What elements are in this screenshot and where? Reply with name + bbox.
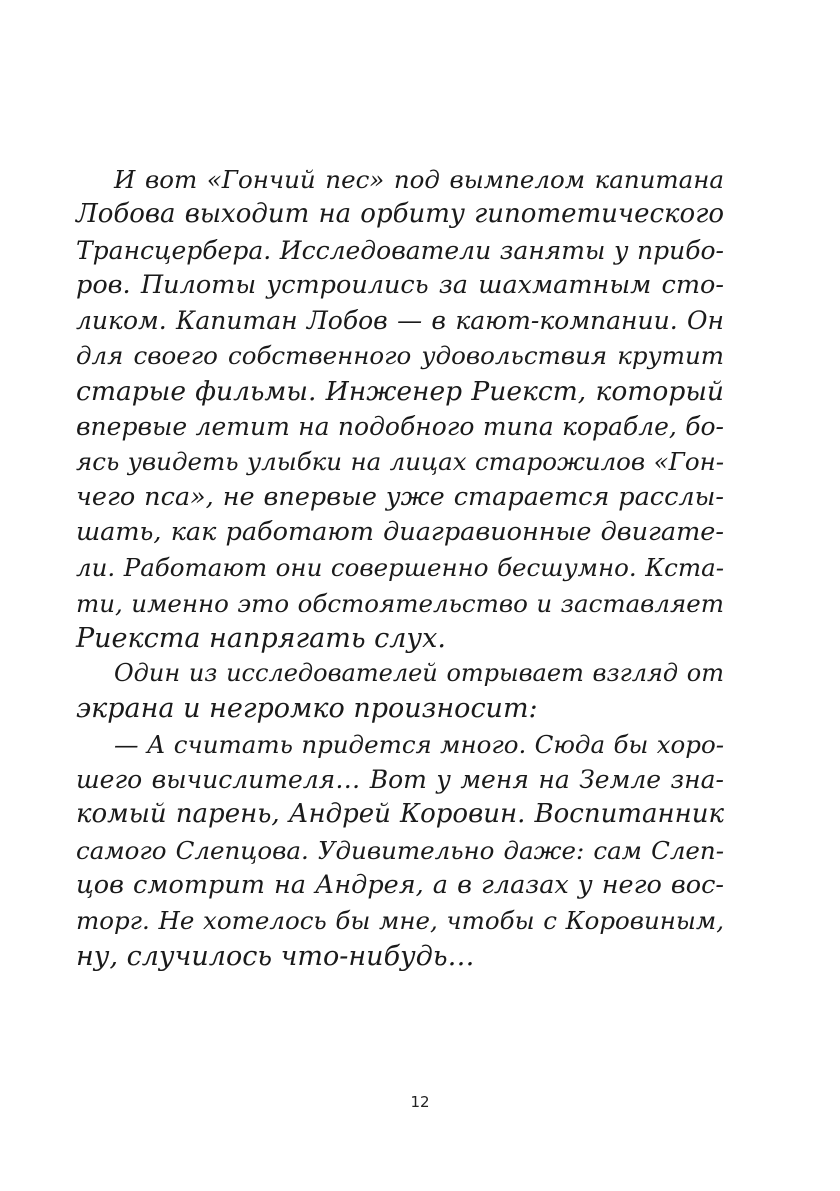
text-line: Один из исследователей отрывает взгляд от bbox=[114, 659, 724, 688]
text-line: старые фильмы. Инженер Риекст, который bbox=[76, 375, 724, 407]
text-line: И вот «Гончий пес» под вымпелом капитана bbox=[114, 165, 724, 194]
text-line: чего пса», не впервые уже старается расслы- bbox=[76, 481, 724, 512]
text-line: ли. Работают они совершенно бесшумно. Кста- bbox=[76, 553, 724, 583]
text-line: цов смотрит на Андрея, а в глазах у него вос- bbox=[76, 869, 724, 900]
text-line: торг. Не хотелось бы мне, чтобы с Коровиным, bbox=[76, 906, 724, 936]
text-line: Трансцербера. Исследователи заняты у прибо- bbox=[76, 235, 724, 265]
text-line: шего вычислителя… Вот у меня на Земле зна- bbox=[76, 765, 724, 795]
text-line: ясь увидеть улыбки на лицах старожилов «Гон- bbox=[76, 447, 724, 477]
text-line: шать, как работают диагравионные двигате- bbox=[76, 516, 724, 547]
text-line: самого Слепцова. Удивительно даже: сам Слеп- bbox=[76, 835, 724, 865]
text-line: Риекста напрягать слух. bbox=[76, 622, 446, 654]
body-text bbox=[76, 162, 724, 974]
page-number: 12 bbox=[410, 1093, 430, 1111]
text-line: ров. Пилоты устроились за шахматным сто- bbox=[76, 269, 724, 300]
text-line: Лобова выходит на орбиту гипотетического bbox=[76, 199, 724, 230]
text-line: ну, случилось что-нибудь… bbox=[76, 940, 475, 972]
text-line: ти, именно это обстоятельство и заставляет bbox=[76, 588, 724, 618]
text-line: ликом. Капитан Лобов — в кают-компании. Он bbox=[76, 306, 724, 336]
text-line: экрана и негромко произносит: bbox=[76, 693, 538, 725]
text-line: комый парень, Андрей Коровин. Воспитанник bbox=[76, 799, 724, 830]
text-line: — А считать придется много. Сюда бы хоро- bbox=[114, 729, 724, 759]
text-line: впервые летит на подобного типа корабле, бо- bbox=[76, 412, 724, 442]
text-line: для своего собственного удовольствия крутит bbox=[76, 341, 724, 371]
